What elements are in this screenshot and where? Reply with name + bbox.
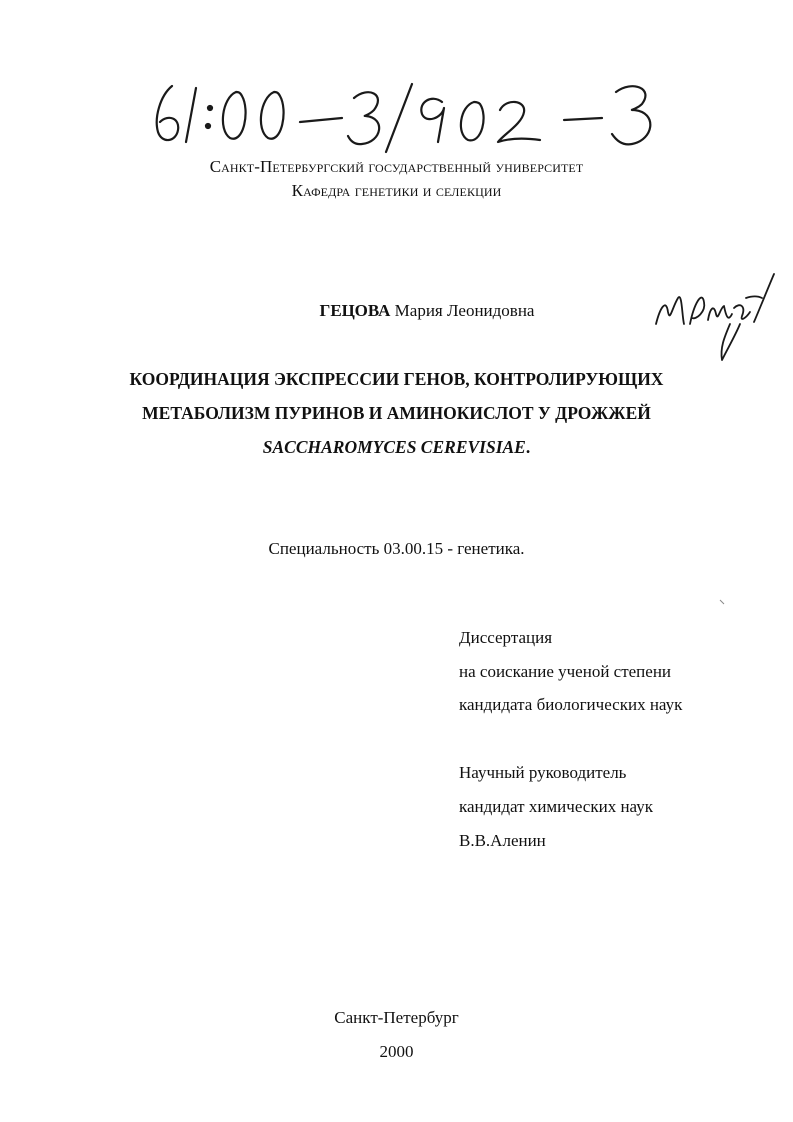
supervisor-line-1: Научный руководитель xyxy=(459,763,627,782)
author-given-names: Мария Леонидовна xyxy=(394,301,535,320)
degree-line-3: кандидата биологических наук xyxy=(459,695,683,714)
dissertation-title-line-1: КООРДИНАЦИЯ ЭКСПРЕССИИ ГЕНОВ, КОНТРОЛИРУЮЩИХ xyxy=(129,369,664,389)
year: 2000 xyxy=(379,1042,414,1061)
dissertation-title-line-2: МЕТАБОЛИЗМ ПУРИНОВ И АМИНОКИСЛОТ У ДРОЖЖЕЙ xyxy=(142,403,651,423)
dissertation-title-line-3 xyxy=(0,437,793,458)
university-name: Санкт-Петербургский государственный университет xyxy=(209,157,584,176)
supervisor-name: В.В.Аленин xyxy=(459,831,546,850)
handwritten-shelfmark xyxy=(150,68,670,158)
paper-speck xyxy=(718,598,728,608)
degree-line-2: на соискание ученой степени xyxy=(459,662,672,681)
organism-name: SACCHAROMYCES CEREVISIAE xyxy=(262,437,526,457)
supervisor-line-2: кандидат химических наук xyxy=(459,797,653,816)
author-surname: ГЕЦОВА xyxy=(319,301,391,320)
specialty-line: Специальность 03.00.15 - генетика. xyxy=(268,539,525,558)
degree-line-1: Диссертация xyxy=(459,628,553,647)
department-name: Кафедра генетики и селекции xyxy=(291,181,502,200)
title-period: . xyxy=(525,437,531,457)
handwritten-signature xyxy=(650,268,780,368)
city: Санкт-Петербург xyxy=(334,1008,459,1027)
